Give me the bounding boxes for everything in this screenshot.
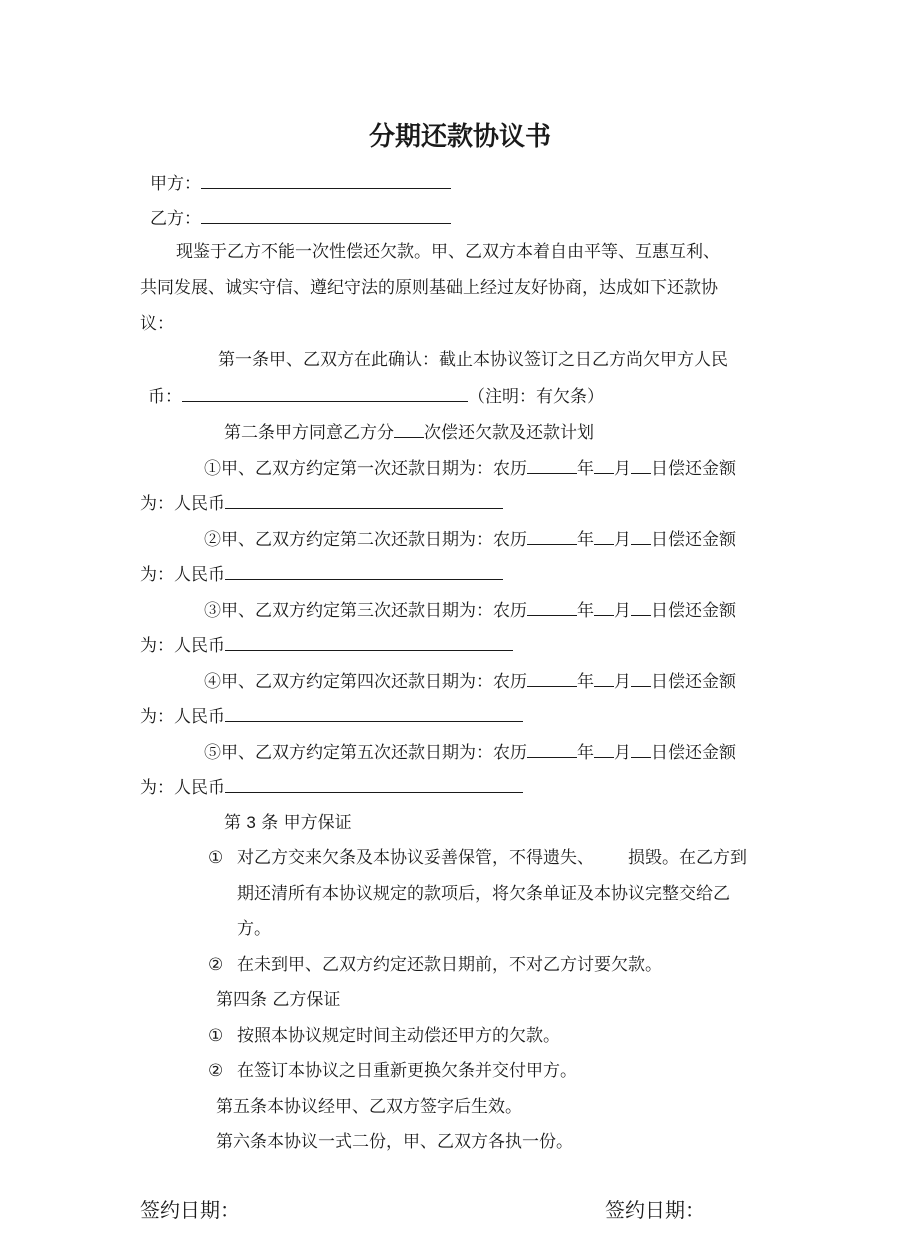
month-label: 月 <box>614 601 631 621</box>
article-3-title-b: 条 甲方保证 <box>261 813 352 833</box>
month-label: 月 <box>614 530 631 550</box>
amount-blank <box>225 632 513 651</box>
article-3-item-2-marker: ② <box>208 955 224 975</box>
month-blank <box>594 739 614 758</box>
article-3-item-1-line-1a: 对乙方交来欠条及本协议妥善保管，不得遗失、 <box>237 848 594 868</box>
installment-text: 甲、乙双方约定第五次还款日期为：农历 <box>221 743 527 763</box>
article-3-item-1-marker: ① <box>208 848 224 868</box>
year-blank <box>527 739 577 758</box>
article-3-item-2: 在未到甲、乙双方约定还款日期前，不对乙方讨要欠款。 <box>237 955 662 975</box>
day-blank <box>631 668 651 687</box>
document-title: 分期还款协议书 <box>368 122 551 152</box>
installment-marker: ⑤ <box>204 743 221 763</box>
sign-date-right: 签约日期： <box>605 1198 705 1222</box>
amount-prefix: 为：人民币 <box>140 778 225 798</box>
article-4-title: 第四条 乙方保证 <box>216 990 341 1010</box>
installment-marker: ② <box>204 530 221 550</box>
day-tail-label: 日偿还金额 <box>651 601 736 621</box>
party-b-line <box>150 205 451 231</box>
month-blank <box>594 668 614 687</box>
article-4-item-2-marker: ② <box>208 1061 224 1081</box>
intro-line-3: 议： <box>140 314 174 334</box>
month-blank <box>594 526 614 545</box>
article-5: 第五条本协议经甲、乙双方签字后生效。 <box>216 1097 522 1117</box>
amount-blank <box>225 703 523 722</box>
article-2-suffix: 次偿还欠款及还款计划 <box>424 423 594 443</box>
article-4-item-2: 在签订本协议之日重新更换欠条并交付甲方。 <box>237 1061 577 1081</box>
month-label: 月 <box>614 672 631 692</box>
year-label: 年 <box>577 530 594 550</box>
article-3-number: 3 <box>246 813 256 832</box>
year-blank <box>527 668 577 687</box>
intro-line-1: 现鉴于乙方不能一次性偿还欠款。甲、乙双方本着自由平等、互惠互利、 <box>176 242 720 262</box>
year-blank <box>527 526 577 545</box>
party-b-label: 乙方： <box>150 209 201 229</box>
party-a-blank <box>201 170 451 189</box>
installment-5-line-1 <box>204 739 736 765</box>
installment-text: 甲、乙双方约定第一次还款日期为：农历 <box>221 459 527 479</box>
installment-4-line-1 <box>204 668 736 694</box>
installment-text: 甲、乙双方约定第三次还款日期为：农历 <box>221 601 527 621</box>
installment-5-line-2 <box>140 774 523 800</box>
article-3-title-a: 第 <box>224 813 241 833</box>
article-1-prefix: 币： <box>148 387 182 407</box>
amount-blank <box>225 490 503 509</box>
installment-count-blank <box>394 419 424 438</box>
amount-prefix: 为：人民币 <box>140 565 225 585</box>
party-a-line <box>150 170 451 196</box>
amount-prefix: 为：人民币 <box>140 636 225 656</box>
article-1-line-2 <box>148 383 604 409</box>
article-3-item-1-line-1b: 损毁。在乙方到 <box>628 848 747 868</box>
article-4-item-1: 按照本协议规定时间主动偿还甲方的欠款。 <box>237 1026 560 1046</box>
amount-blank <box>225 561 503 580</box>
intro-line-2: 共同发展、诚实守信、遵纪守法的原则基础上经过友好协商，达成如下还款协 <box>140 278 718 298</box>
installment-1-line-2 <box>140 490 503 516</box>
day-blank <box>631 739 651 758</box>
article-1-note: （注明：有欠条） <box>468 387 604 407</box>
year-label: 年 <box>577 743 594 763</box>
article-4-item-1-marker: ① <box>208 1026 224 1046</box>
installment-text: 甲、乙双方约定第二次还款日期为：农历 <box>221 530 527 550</box>
day-tail-label: 日偿还金额 <box>651 672 736 692</box>
installment-3-line-1 <box>204 597 736 623</box>
sign-date-left: 签约日期： <box>140 1198 240 1222</box>
day-tail-label: 日偿还金额 <box>651 459 736 479</box>
installment-marker: ① <box>204 459 221 479</box>
article-1-line-1: 第一条甲、乙双方在此确认：截止本协议签订之日乙方尚欠甲方人民 <box>218 350 728 370</box>
article-2-line <box>224 419 594 445</box>
year-blank <box>527 455 577 474</box>
article-3-title <box>224 811 352 835</box>
installment-marker: ③ <box>204 601 221 621</box>
article-3-item-1-line-2: 期还清所有本协议规定的款项后，将欠条单证及本协议完整交给乙 <box>237 884 730 904</box>
installment-2-line-1 <box>204 526 736 552</box>
article-3-item-1-line-3: 方。 <box>237 919 271 939</box>
month-label: 月 <box>614 459 631 479</box>
amount-blank <box>225 774 523 793</box>
day-blank <box>631 597 651 616</box>
installment-3-line-2 <box>140 632 513 658</box>
article-6: 第六条本协议一式二份，甲、乙双方各执一份。 <box>216 1132 573 1152</box>
installment-4-line-2 <box>140 703 523 729</box>
day-tail-label: 日偿还金额 <box>651 743 736 763</box>
debt-amount-blank <box>182 383 468 402</box>
installment-1-line-1 <box>204 455 736 481</box>
party-a-label: 甲方： <box>150 174 201 194</box>
day-blank <box>631 526 651 545</box>
month-label: 月 <box>614 743 631 763</box>
month-blank <box>594 597 614 616</box>
party-b-blank <box>201 205 451 224</box>
year-blank <box>527 597 577 616</box>
article-2-prefix: 第二条甲方同意乙方分 <box>224 423 394 443</box>
article-3-item-1-line-1 <box>237 846 747 870</box>
amount-prefix: 为：人民币 <box>140 494 225 514</box>
year-label: 年 <box>577 672 594 692</box>
installment-marker: ④ <box>204 672 221 692</box>
year-label: 年 <box>577 601 594 621</box>
day-blank <box>631 455 651 474</box>
installment-2-line-2 <box>140 561 503 587</box>
day-tail-label: 日偿还金额 <box>651 530 736 550</box>
amount-prefix: 为：人民币 <box>140 707 225 727</box>
month-blank <box>594 455 614 474</box>
year-label: 年 <box>577 459 594 479</box>
installment-text: 甲、乙双方约定第四次还款日期为：农历 <box>221 672 527 692</box>
